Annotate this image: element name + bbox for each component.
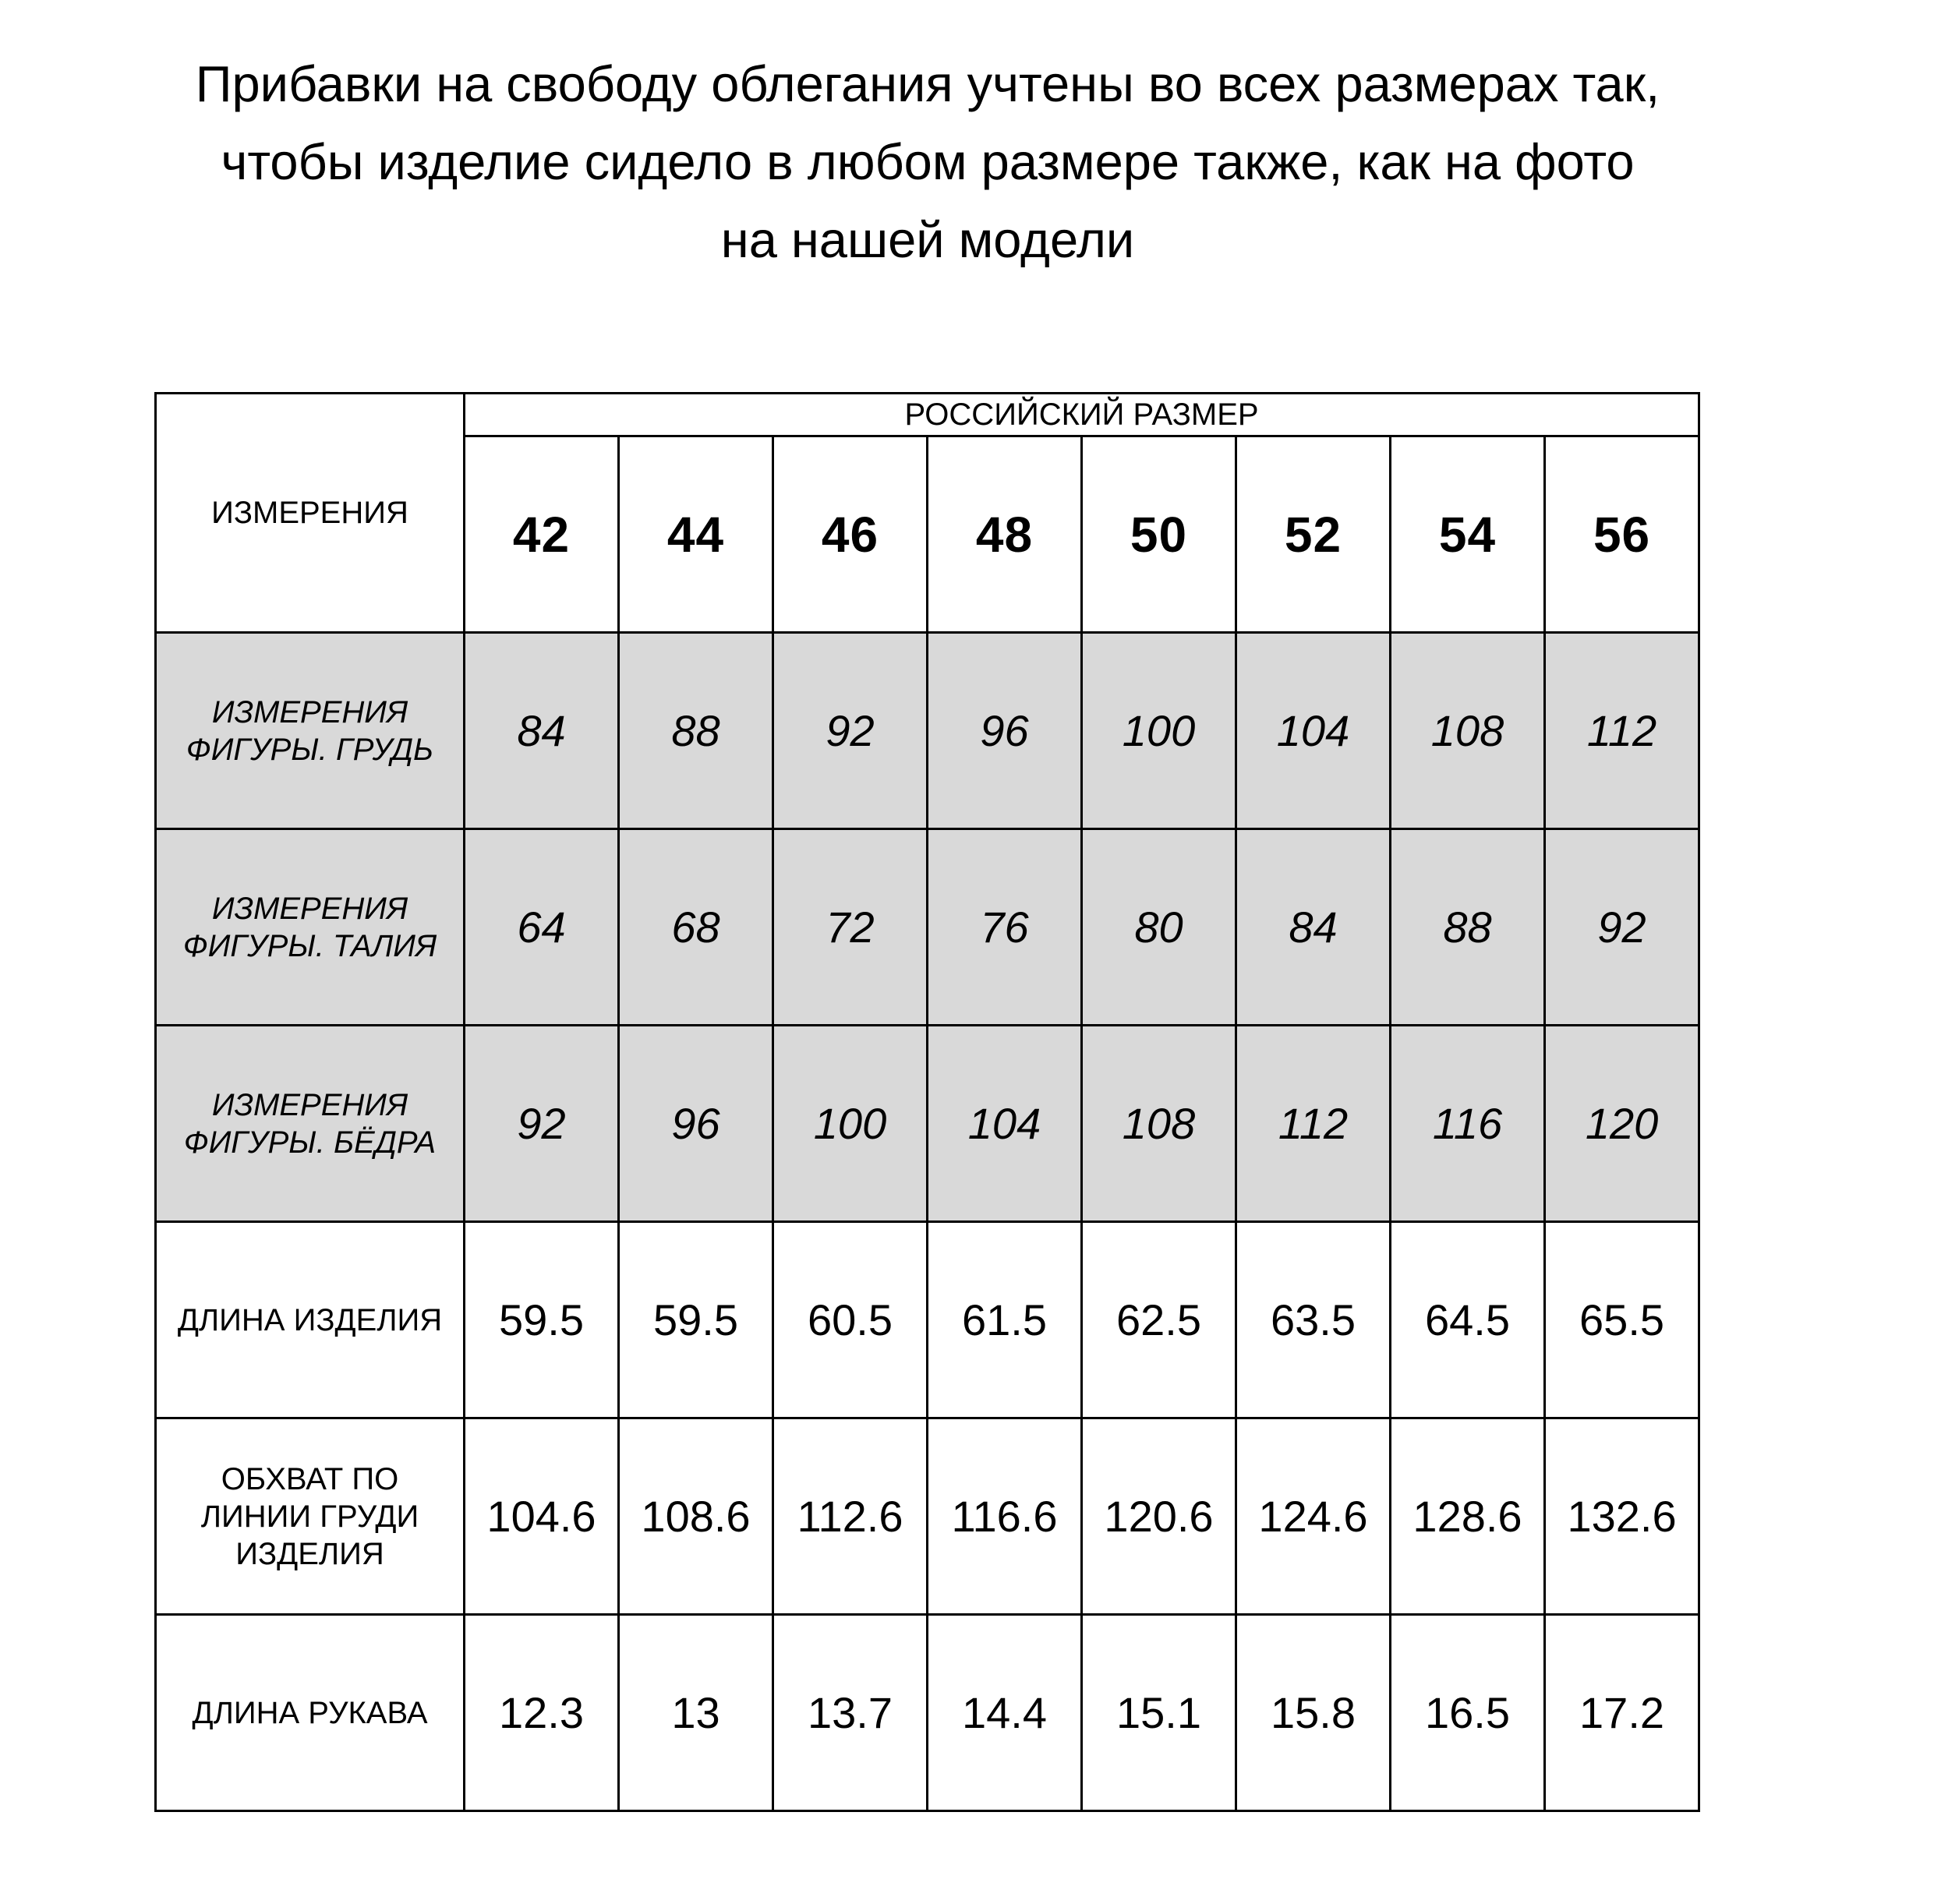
value-cell: 84 <box>465 633 619 829</box>
value-cell: 76 <box>928 829 1082 1026</box>
size-chart-table <box>154 392 1700 1812</box>
row-label-line: ФИГУРЫ. ГРУДЬ <box>186 732 434 767</box>
heading-line-1: Прибавки на свободу облегания учтены во всех размерах так, <box>195 55 1660 112</box>
value-cell: 64.5 <box>1391 1222 1545 1418</box>
page-heading <box>117 45 1738 279</box>
row-label-cell <box>156 829 465 1026</box>
row-label-line: ФИГУРЫ. ТАЛИЯ <box>182 928 437 963</box>
value-cell: 72 <box>773 829 928 1026</box>
heading-line-3: на нашей модели <box>720 211 1135 268</box>
table-row-garment-chest <box>156 1418 1699 1615</box>
row-label-line: ДЛИНА РУКАВА <box>192 1695 428 1730</box>
value-cell: 80 <box>1082 829 1236 1026</box>
row-label-line: ИЗДЕЛИЯ <box>235 1536 384 1571</box>
value-cell: 108 <box>1391 633 1545 829</box>
table-row-body-hips <box>156 1026 1699 1222</box>
value-cell: 13 <box>619 1615 773 1811</box>
value-cell: 120 <box>1545 1026 1699 1222</box>
row-label-cell <box>156 633 465 829</box>
value-cell: 120.6 <box>1082 1418 1236 1615</box>
value-cell: 59.5 <box>619 1222 773 1418</box>
size-header-cell: 54 <box>1391 436 1545 633</box>
row-label-line: ДЛИНА ИЗДЕЛИЯ <box>177 1302 443 1337</box>
table-row-body-chest <box>156 633 1699 829</box>
row-label-line: ОБХВАТ ПО <box>221 1461 399 1496</box>
size-header-cell: 56 <box>1545 436 1699 633</box>
value-cell: 59.5 <box>465 1222 619 1418</box>
row-label-line: ИЗМЕРЕНИЯ <box>211 891 408 926</box>
value-cell: 108 <box>1082 1026 1236 1222</box>
value-cell: 100 <box>1082 633 1236 829</box>
value-cell: 13.7 <box>773 1615 928 1811</box>
value-cell: 104.6 <box>465 1418 619 1615</box>
value-cell: 96 <box>928 633 1082 829</box>
value-cell: 64 <box>465 829 619 1026</box>
table-row-sleeve-length <box>156 1615 1699 1811</box>
value-cell: 61.5 <box>928 1222 1082 1418</box>
value-cell: 14.4 <box>928 1615 1082 1811</box>
row-label-line: ИЗМЕРЕНИЯ <box>211 1087 408 1122</box>
value-cell: 63.5 <box>1236 1222 1391 1418</box>
value-cell: 92 <box>773 633 928 829</box>
size-header-cell: 52 <box>1236 436 1391 633</box>
value-cell: 60.5 <box>773 1222 928 1418</box>
size-header-cell: 48 <box>928 436 1082 633</box>
value-cell: 104 <box>928 1026 1082 1222</box>
value-cell: 92 <box>1545 829 1699 1026</box>
value-cell: 116.6 <box>928 1418 1082 1615</box>
row-label-cell <box>156 1026 465 1222</box>
size-header-cell: 46 <box>773 436 928 633</box>
size-header-cell: 44 <box>619 436 773 633</box>
value-cell: 84 <box>1236 829 1391 1026</box>
value-cell: 92 <box>465 1026 619 1222</box>
value-cell: 12.3 <box>465 1615 619 1811</box>
value-cell: 88 <box>619 633 773 829</box>
row-label-line: ИЗМЕРЕНИЯ <box>211 694 408 729</box>
row-label-cell <box>156 1222 465 1418</box>
table-row-body-waist <box>156 829 1699 1026</box>
row-label-line: ЛИНИИ ГРУДИ <box>200 1499 419 1534</box>
value-cell: 128.6 <box>1391 1418 1545 1615</box>
heading-line-2: чтобы изделие сидело в любом размере также, как на фото <box>221 133 1635 190</box>
value-cell: 15.8 <box>1236 1615 1391 1811</box>
row-label-cell <box>156 1418 465 1615</box>
table-row-garment-length <box>156 1222 1699 1418</box>
value-cell: 88 <box>1391 829 1545 1026</box>
row-label-cell <box>156 1615 465 1811</box>
value-cell: 112.6 <box>773 1418 928 1615</box>
value-cell: 100 <box>773 1026 928 1222</box>
value-cell: 62.5 <box>1082 1222 1236 1418</box>
value-cell: 112 <box>1236 1026 1391 1222</box>
value-cell: 116 <box>1391 1026 1545 1222</box>
measure-header-cell: ИЗМЕРЕНИЯ <box>156 394 465 633</box>
value-cell: 112 <box>1545 633 1699 829</box>
value-cell: 124.6 <box>1236 1418 1391 1615</box>
russian-size-header-cell: РОССИЙСКИЙ РАЗМЕР <box>465 394 1699 436</box>
row-label-line: ФИГУРЫ. БЁДРА <box>183 1125 437 1160</box>
value-cell: 16.5 <box>1391 1615 1545 1811</box>
value-cell: 96 <box>619 1026 773 1222</box>
value-cell: 15.1 <box>1082 1615 1236 1811</box>
value-cell: 104 <box>1236 633 1391 829</box>
size-header-cell: 50 <box>1082 436 1236 633</box>
header-row-group <box>156 394 1699 436</box>
value-cell: 68 <box>619 829 773 1026</box>
value-cell: 132.6 <box>1545 1418 1699 1615</box>
value-cell: 65.5 <box>1545 1222 1699 1418</box>
value-cell: 108.6 <box>619 1418 773 1615</box>
value-cell: 17.2 <box>1545 1615 1699 1811</box>
size-header-cell: 42 <box>465 436 619 633</box>
